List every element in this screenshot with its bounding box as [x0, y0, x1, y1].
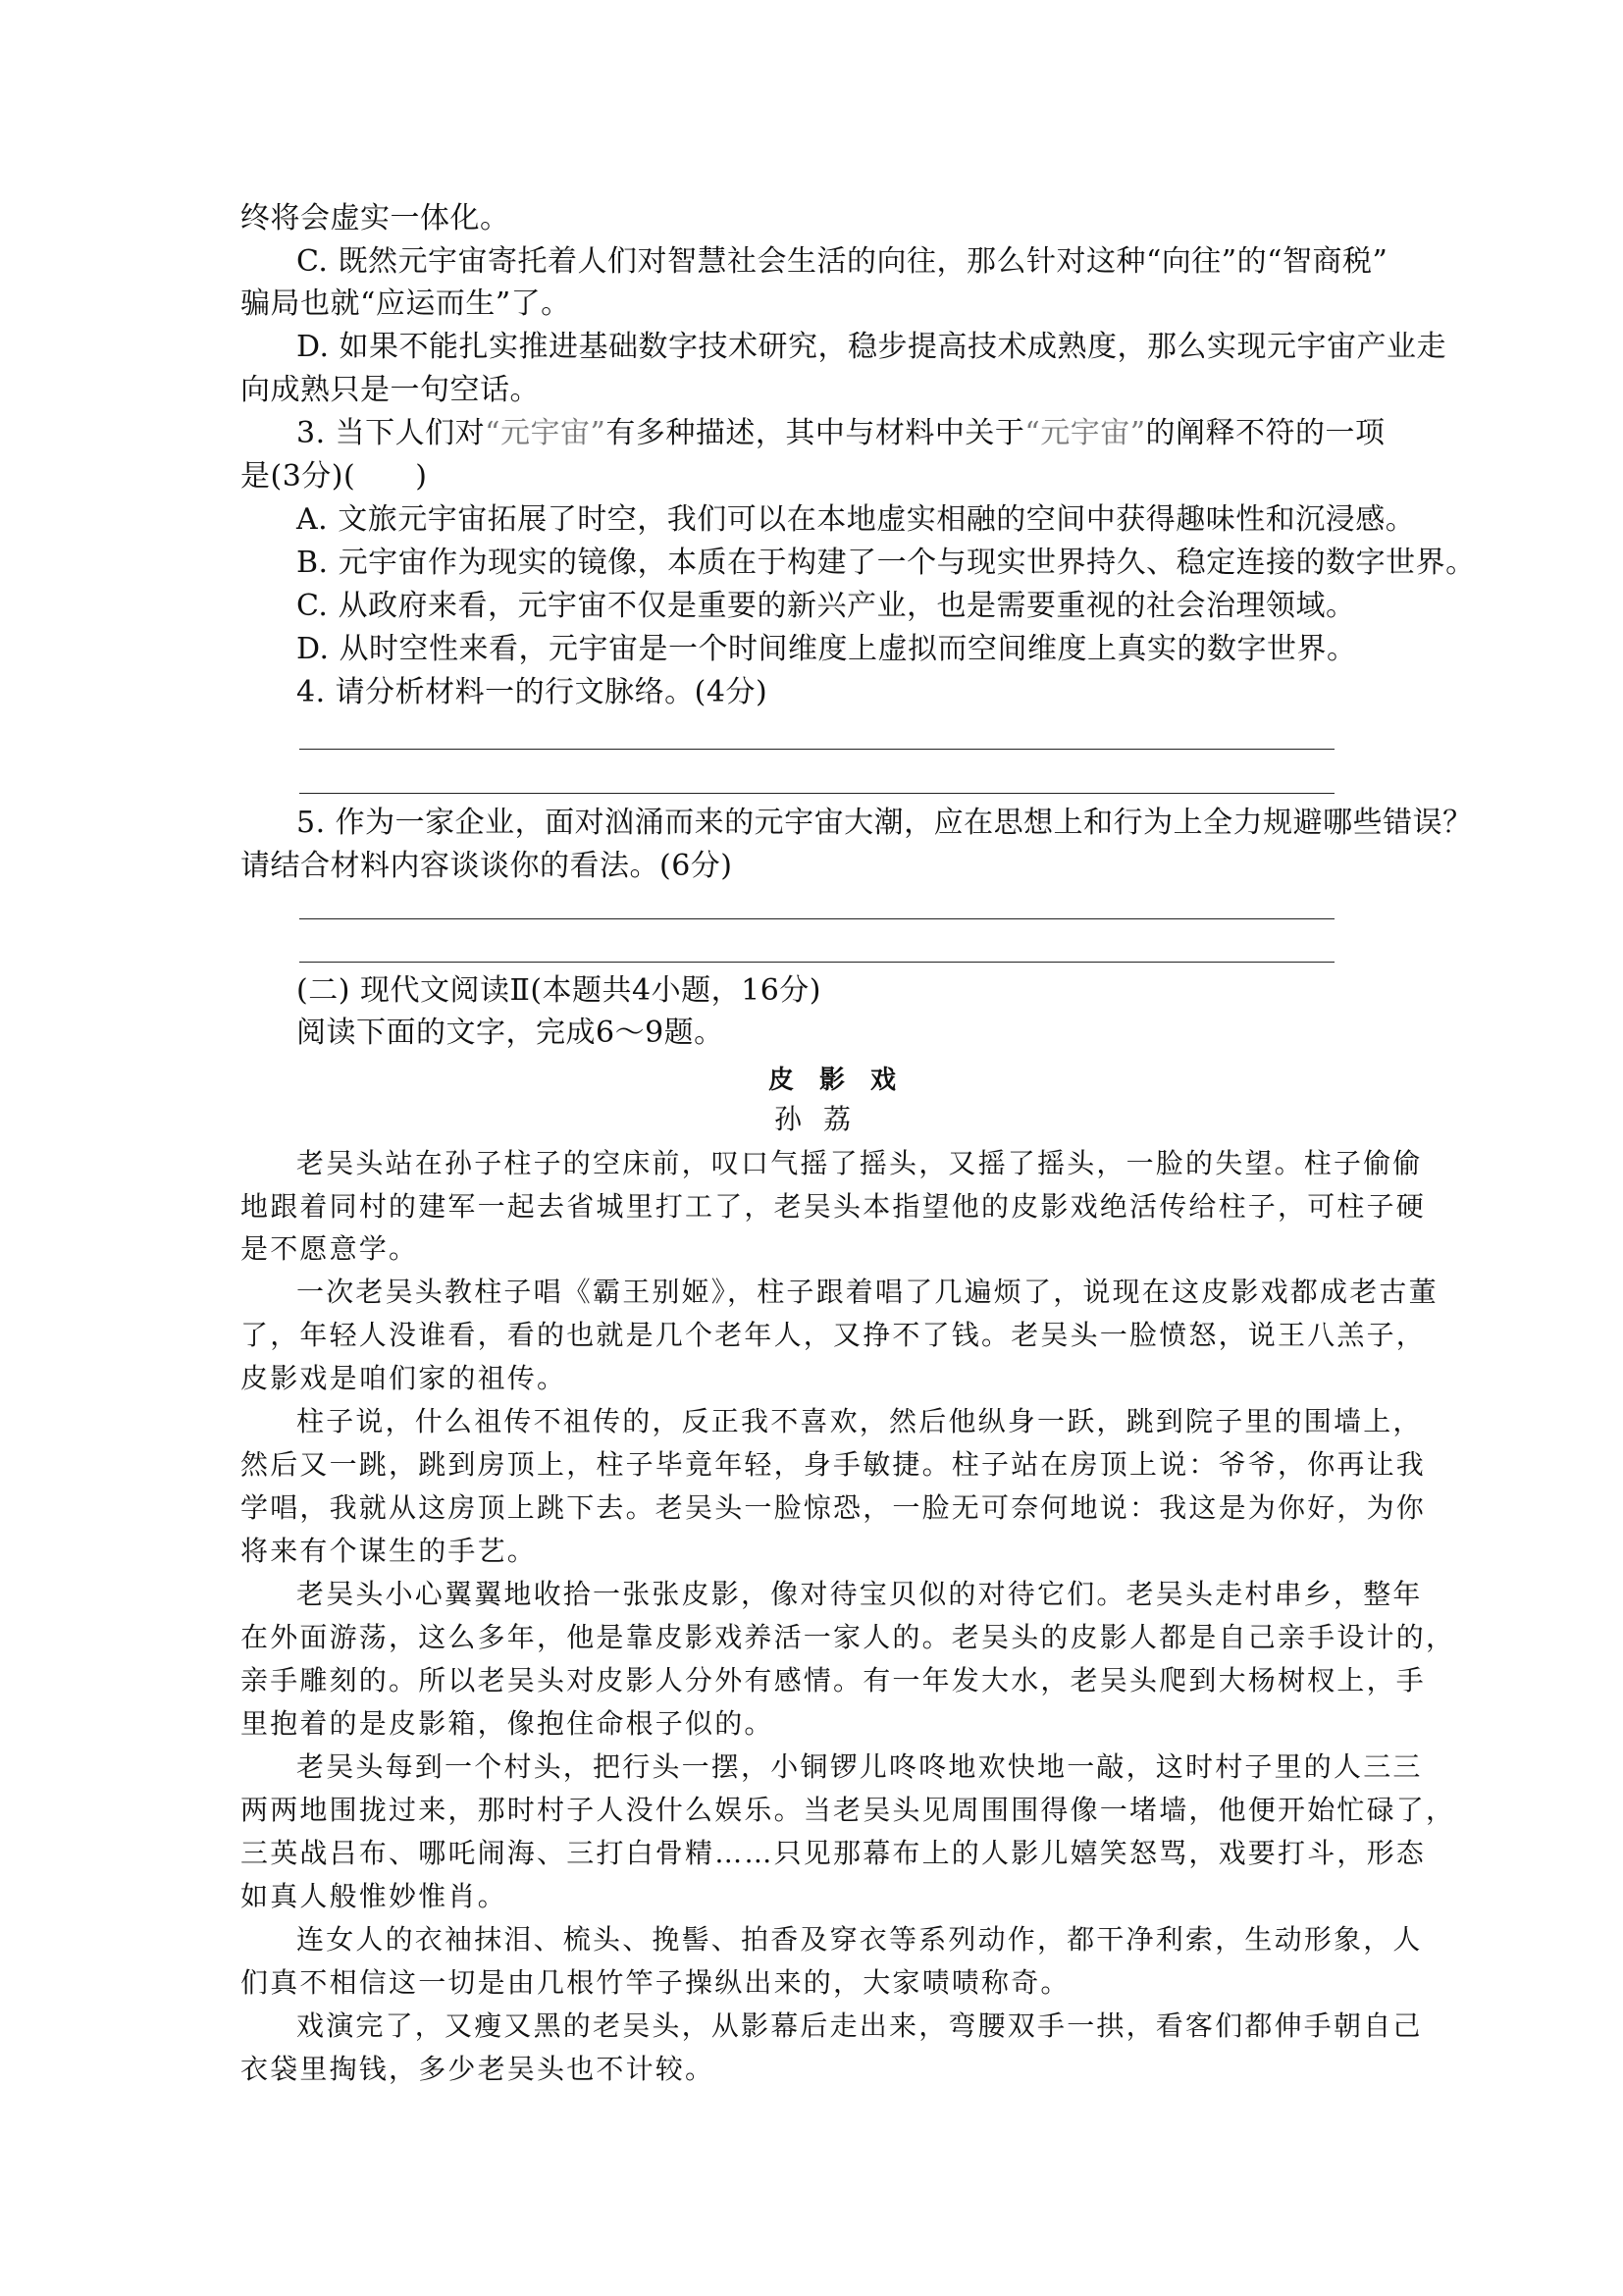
question-3-text-c: 的阐释不符的一项 [1145, 416, 1386, 450]
option-c-line1: C. 既然元宇宙寄托着人们对智慧社会生活的向往，那么针对这种“向往”的“智商税” [296, 244, 1388, 279]
story-line: 衣袋里掏钱，多少老吴头也不计较。 [240, 2053, 715, 2085]
story-line: 在外面游荡，这么多年，他是靠皮影戏养活一家人的。老吴头的皮影人都是自己亲手设计的， [240, 1621, 1456, 1653]
story-line: 里抱着的是皮影箱，像抱住命根子似的。 [240, 1707, 774, 1740]
story-line: 了，年轻人没谁看，看的也就是几个老年人，又挣不了钱。老吴头一脸愤怒，说王八羔子， [240, 1319, 1427, 1351]
section-instruction: 阅读下面的文字，完成6～9题。 [296, 1016, 724, 1050]
question-4: 4. 请分析材料一的行文脉络。(4分) [296, 675, 768, 709]
story-line: 皮影戏是咱们家的祖传。 [240, 1362, 567, 1394]
quote-yuanyuzhou-1: “元宇宙” [485, 416, 606, 450]
question-3-option-c: C. 从政府来看，元宇宙不仅是重要的新兴产业，也是需要重视的社会治理领域。 [296, 589, 1356, 623]
story-line: 老吴头小心翼翼地收拾一张张皮影，像对待宝贝似的对待它们。老吴头走村串乡，整年 [296, 1578, 1423, 1610]
answer-line [299, 749, 1335, 750]
story-line: 们真不相信这一切是由几根竹竿子操纵出来的，大家啧啧称奇。 [240, 1966, 1071, 1999]
question-3-text-a: 3. 当下人们对 [296, 416, 486, 450]
question-3-option-b: B. 元宇宙作为现实的镜像，本质在于构建了一个与现实世界持久、稳定连接的数字世界。 [296, 546, 1476, 580]
question-3-option-d: D. 从时空性来看，元宇宙是一个时间维度上虚拟而空间维度上真实的数字世界。 [296, 632, 1357, 666]
section-heading: (二) 现代文阅读Ⅱ(本题共4小题，16分) [296, 973, 822, 1008]
story-line: 两两地围拢过来，那时村子人没什么娱乐。当老吴头见周围围得像一堵墙，他便开始忙碌了， [240, 1794, 1456, 1826]
story-title: 皮影戏 [768, 1066, 922, 1095]
story-line: 将来有个谋生的手艺。 [240, 1535, 538, 1567]
question-3-option-a: A. 文旅元宇宙拓展了时空，我们可以在本地虚实相融的空间中获得趣味性和沉浸感。 [296, 502, 1416, 537]
story-author: 孙荔 [774, 1103, 873, 1135]
story-line: 如真人般惟妙惟肖。 [240, 1880, 507, 1912]
answer-line [299, 793, 1335, 794]
option-c-line2: 骗局也就“应运而生”了。 [240, 287, 571, 321]
answer-line [299, 918, 1335, 919]
option-d-line1: D. 如果不能扎实推进基础数字技术研究，稳步提高技术成熟度，那么实现元宇宙产业走 [296, 330, 1447, 364]
story-line: 戏演完了，又瘦又黑的老吴头，从影幕后走出来，弯腰双手一拱，看客们都伸手朝自己 [296, 2009, 1423, 2042]
question-5-line1: 5. 作为一家企业，面对汹涌而来的元宇宙大潮，应在思想上和行为上全力规避哪些错误？ [296, 806, 1473, 840]
story-line: 一次老吴头教柱子唱《霸王别姬》，柱子跟着唱了几遍烦了，说现在这皮影戏都成老古董 [296, 1276, 1439, 1308]
story-line: 老吴头每到一个村头，把行头一摆，小铜锣儿咚咚地欢快地一敲，这时村子里的人三三 [296, 1750, 1423, 1783]
question-5-line2: 请结合材料内容谈谈你的看法。(6分) [240, 849, 733, 883]
story-line: 然后又一跳，跳到房顶上，柱子毕竟年轻，身手敏捷。柱子站在房顶上说：爷爷，你再让我 [240, 1448, 1427, 1481]
question-3-line2: 是(3分)( ) [240, 459, 428, 494]
option-b-tail: 终将会虚实一体化。 [240, 201, 510, 235]
story-line: 是不愿意学。 [240, 1232, 419, 1265]
story-line: 亲手雕刻的。所以老吴头对皮影人分外有感情。有一年发大水，老吴头爬到大杨树杈上，手 [240, 1664, 1427, 1696]
story-line: 柱子说，什么祖传不祖传的，反正我不喜欢，然后他纵身一跃，跳到院子里的围墙上， [296, 1405, 1423, 1437]
question-3-text-b: 有多种描述，其中与材料中关于 [605, 416, 1025, 450]
option-d-line2: 向成熟只是一句空话。 [240, 373, 540, 407]
quote-yuanyuzhou-2: “元宇宙” [1024, 416, 1146, 450]
story-line: 学唱，我就从这房顶上跳下去。老吴头一脸惊恐，一脸无可奈何地说：我这是为你好，为你 [240, 1491, 1427, 1524]
question-3-line1 [296, 414, 1386, 453]
story-line: 三英战吕布、哪吒闹海、三打白骨精……只见那幕布上的人影儿嬉笑怒骂，戏要打斗，形态 [240, 1837, 1427, 1869]
story-line: 连女人的衣袖抹泪、梳头、挽髻、拍香及穿衣等系列动作，都干净利索，生动形象，人 [296, 1923, 1423, 1956]
answer-line [299, 962, 1335, 963]
story-line: 老吴头站在孙子柱子的空床前，叹口气摇了摇头，又摇了摇头，一脸的失望。柱子偷偷 [296, 1147, 1423, 1179]
story-line: 地跟着同村的建军一起去省城里打工了，老吴头本指望他的皮影戏绝活传给柱子，可柱子硬 [240, 1190, 1427, 1223]
